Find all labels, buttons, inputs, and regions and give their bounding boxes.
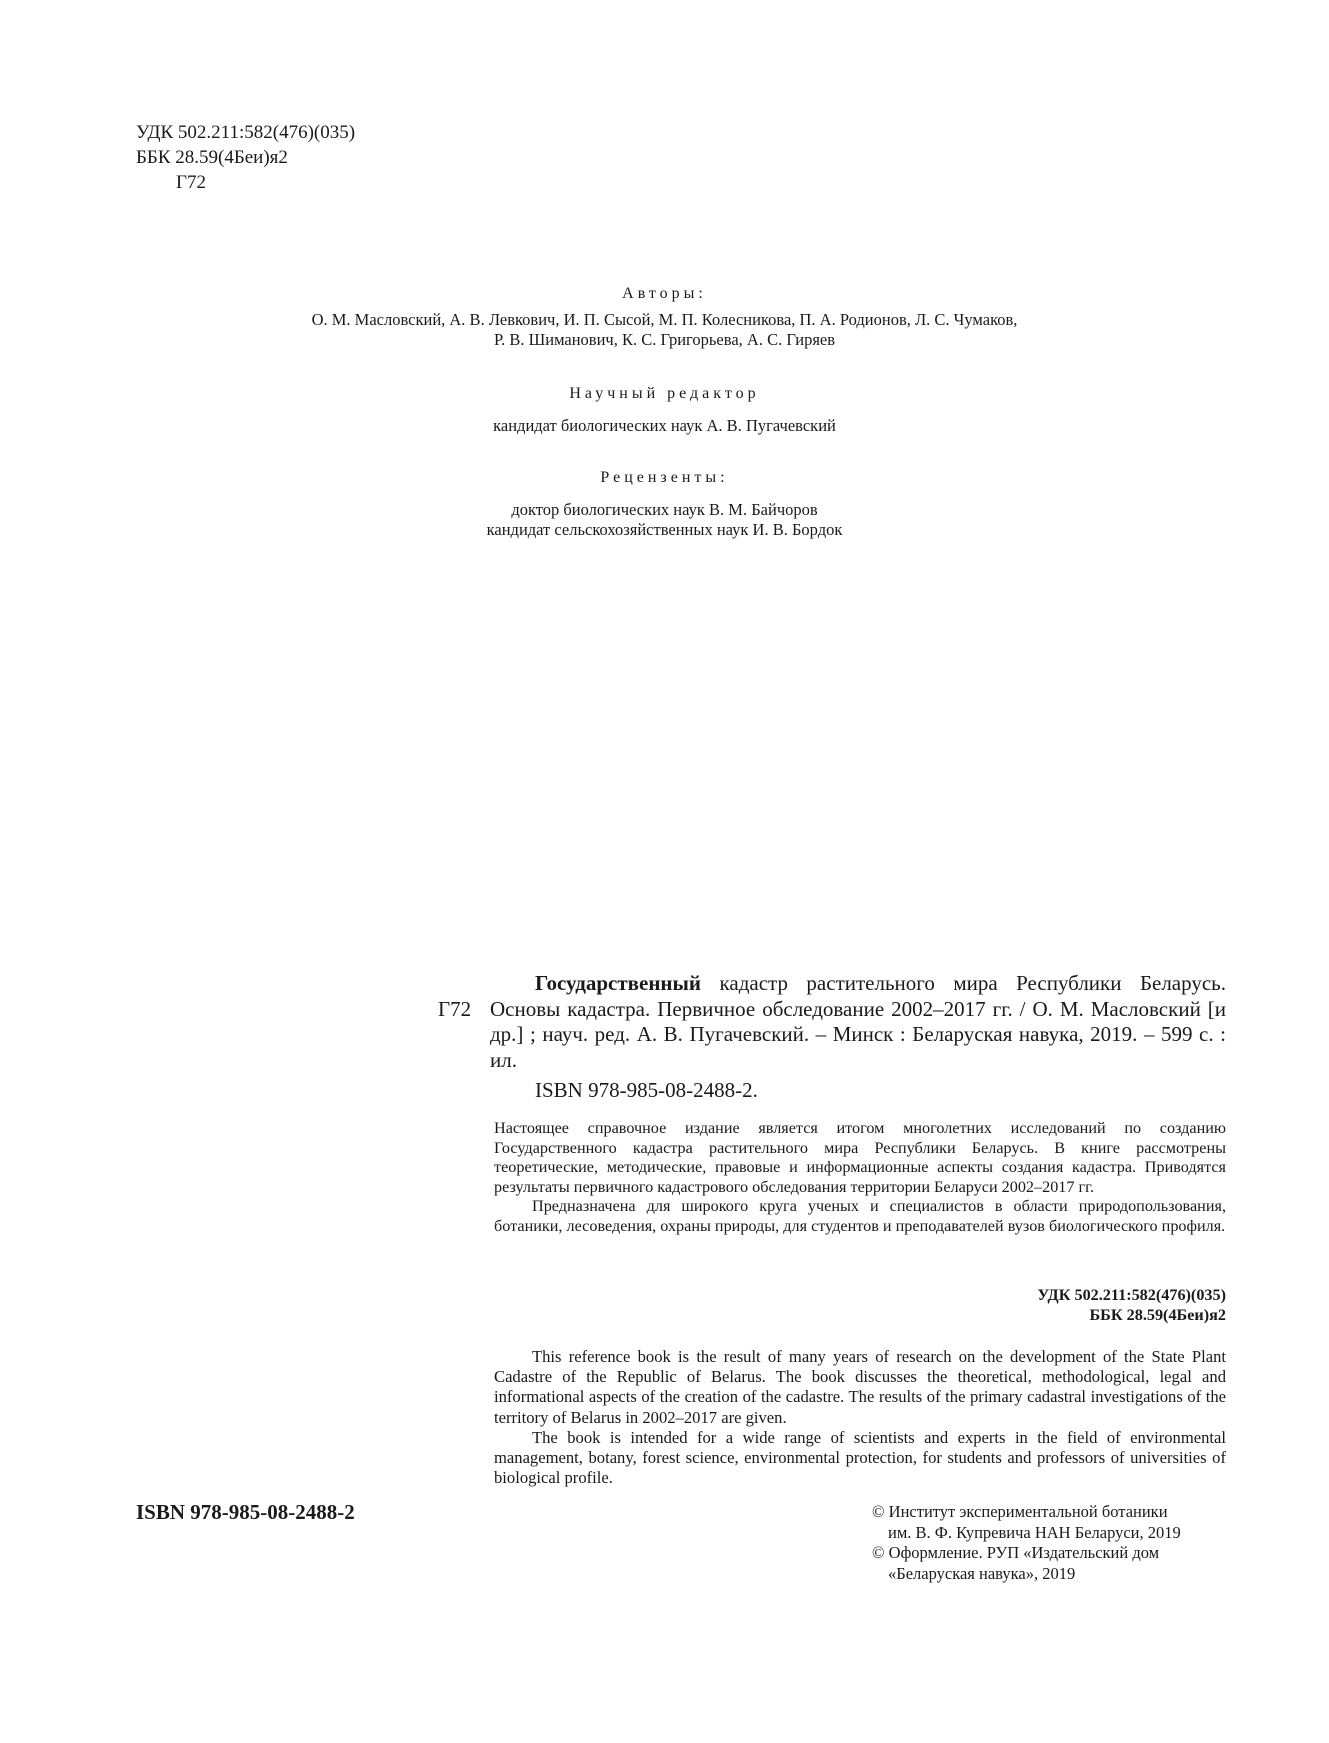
annotation-ru-p2: Предназначена для широкого круга ученых и специалистов в области природопользования, ботаники, лесоведения, охраны природы, для студентов и преподавателей вузов биологического профиля. <box>494 1197 1226 1235</box>
reviewers-heading: Рецензенты: <box>600 469 729 486</box>
bbk-code: ББК 28.59(4Беи)я2 <box>136 147 288 168</box>
codes-right <box>900 1286 1226 1325</box>
editor-heading: Научный редактор <box>569 385 760 402</box>
reviewers-section <box>0 468 1329 540</box>
author-sign: Г72 <box>176 172 206 193</box>
reviewer-2: кандидат сельскохозяйственных наук И. В. Бордок <box>486 520 843 539</box>
copyright-line-1: © Институт экспериментальной ботаники <box>872 1502 1168 1521</box>
bibliographic-record <box>490 971 1226 1104</box>
reviewer-1: доктор биологических наук В. М. Байчоров <box>511 500 818 519</box>
codes-right-udk: УДК 502.211:582(476)(035) <box>1037 1286 1226 1304</box>
authors-section <box>0 284 1329 350</box>
annotation-en <box>494 1347 1226 1488</box>
codes-right-bbk: ББК 28.59(4Беи)я2 <box>1089 1305 1226 1324</box>
authors-line-1: О. М. Масловский, А. В. Левкович, И. П. Сысой, М. П. Колесникова, П. А. Родионов, Л. С. Чумаков, <box>311 310 1018 329</box>
biblio-isbn: ISBN 978-985-08-2488-2. <box>535 1078 758 1102</box>
authors-heading: Авторы: <box>622 285 707 302</box>
copyright-line-3: © Оформление. РУП «Издательский дом <box>872 1543 1160 1562</box>
editor-name: кандидат биологических наук А. В. Пугачевский <box>493 416 836 435</box>
isbn-main: ISBN 978-985-08-2488-2 <box>136 1500 355 1524</box>
biblio-description <box>490 971 1226 1073</box>
biblio-code: Г72 <box>438 997 472 1021</box>
biblio-title-rest: кадастр растительного мира Республики Беларусь. Основы кадастра. Первичное обследование 2002–2017 гг. / О. М. Масловский [и др.] ; науч. ред. А. В. Пугачевский. – Минск : Беларуская навука, 2019. – 599 с. : ил. <box>490 971 1226 1072</box>
copyright-line-4: «Беларуская навука», 2019 <box>888 1563 1076 1583</box>
annotation-en-p1: This reference book is the result of many years of research on the development of the State Plant Cadastre of the Republic of Belarus. The book discusses the theoretical, methodological, legal and informational aspects of the creation of the cadastre. The results of the primary cadastral investigations of the territory of Belarus in 2002–2017 are given. <box>494 1347 1226 1427</box>
udk-code: УДК 502.211:582(476)(035) <box>136 122 356 143</box>
annotation-ru-p1: Настоящее справочное издание является итогом многолетних исследований по созданию Государственного кадастра растительного мира Республики Беларусь. В книге рассмотрены теоретические, методические, правовые и информационные аспекты создания кадастра. Приводятся результаты первичного кадастрового обследования территории Беларуси 2002–2017 гг. <box>494 1119 1226 1196</box>
annotation-en-p2: The book is intended for a wide range of scientists and experts in the field of environmental management, botany, forest science, environmental protection, for students and professors of universities of biological profile. <box>494 1427 1226 1488</box>
copyright-line-2: им. В. Ф. Купревича НАН Беларуси, 2019 <box>888 1522 1181 1542</box>
biblio-title-bold: Государственный <box>535 971 702 995</box>
annotation-ru <box>494 1119 1226 1237</box>
classification-block <box>136 120 355 195</box>
copyright-block <box>872 1502 1232 1584</box>
editor-section <box>0 384 1329 436</box>
authors-line-2: Р. В. Шиманович, К. С. Григорьева, А. С. Гиряев <box>493 330 836 349</box>
